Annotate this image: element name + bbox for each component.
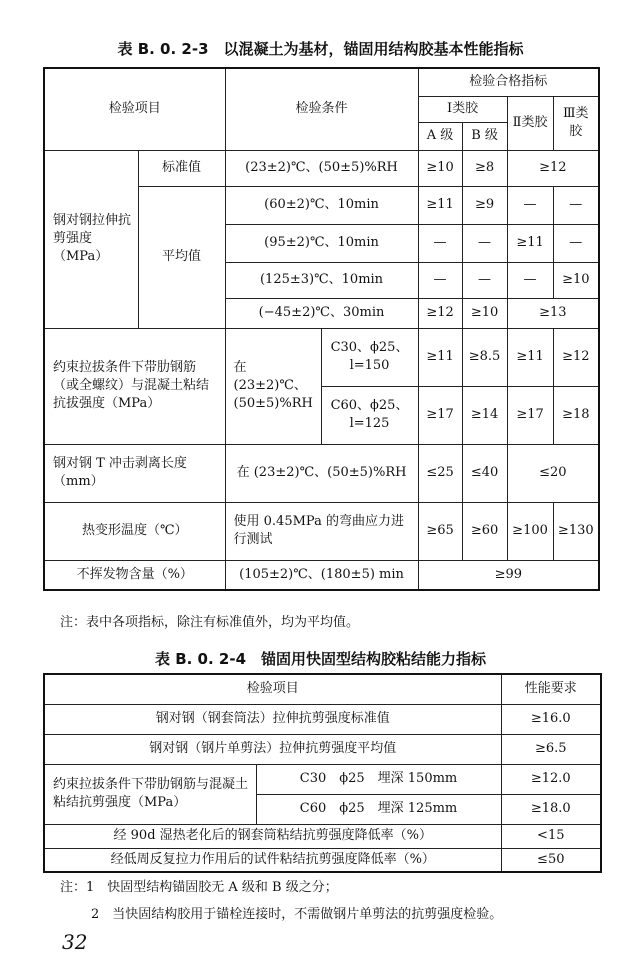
cell-item: 经 90d 湿热老化后的钢套筒粘结抗剪强度降低率（%）	[44, 824, 501, 848]
heat-condition: 使用 0.45MPa 的弯曲应力进行测试	[225, 502, 418, 560]
cell-item: 钢对钢（钢片单剪法）拉伸抗剪强度平均值	[44, 734, 501, 764]
cell-grade-a: ≥12	[418, 298, 462, 328]
cell-grade-a: ≥65	[418, 502, 462, 560]
volatile-value: ≥99	[418, 560, 599, 590]
volatile-label: 不挥发物含量（%）	[44, 560, 225, 590]
table-row	[44, 848, 601, 872]
cell-class2: ≥11	[507, 328, 553, 386]
cell-condition: (23±2)℃、(50±5)%RH	[225, 150, 418, 186]
table-b023	[43, 67, 600, 591]
bond-spec: C30 ϕ25 埋深 150mm	[256, 764, 501, 794]
bond-spec: C60 ϕ25 埋深 125mm	[256, 794, 501, 824]
cell-class3: —	[553, 224, 599, 262]
header-class3: Ⅲ类胶	[553, 96, 599, 150]
cell-condition: (−45±2)℃、30min	[225, 298, 418, 328]
header-requirement: 性能要求	[501, 674, 601, 704]
cell-grade-b: ≥8.5	[462, 328, 507, 386]
header-condition: 检验条件	[225, 68, 418, 150]
cell-class2: ≥11	[507, 224, 553, 262]
cell-condition: (60±2)℃、10min	[225, 186, 418, 224]
table-b024	[43, 673, 602, 873]
shear-label: 钢对钢拉伸抗剪强度（MPa）	[44, 150, 138, 328]
cell-condition: (95±2)℃、10min	[225, 224, 418, 262]
cell-class23: ≤20	[507, 444, 599, 502]
peel-label: 钢对钢 T 冲击剥离长度（mm）	[44, 444, 225, 502]
table-row	[44, 502, 599, 560]
cell-requirement: ≥18.0	[501, 794, 601, 824]
cell-class2: —	[507, 262, 553, 298]
table2-note-1: 注：1 快固型结构锚固胶无 A 级和 B 级之分；	[60, 880, 338, 895]
cell-grade-a: ≥11	[418, 328, 462, 386]
header-pass-criteria: 检验合格指标	[418, 68, 599, 96]
cell-class3: ≥10	[553, 262, 599, 298]
heat-label: 热变形温度（℃）	[44, 502, 225, 560]
cell-requirement: <15	[501, 824, 601, 848]
standard-label: 标准值	[138, 150, 225, 186]
cell-grade-a: ≥17	[418, 386, 462, 444]
table-row	[44, 764, 601, 794]
table-row	[44, 328, 599, 386]
cell-class3: ≥130	[553, 502, 599, 560]
table-row	[44, 560, 599, 590]
bond-spec: C60、ϕ25、l=125	[321, 386, 418, 444]
cell-class2: ≥100	[507, 502, 553, 560]
cell-grade-a: ≥11	[418, 186, 462, 224]
header-grade-b: B 级	[462, 122, 507, 150]
page-number: 32	[62, 930, 88, 954]
cell-grade-b: —	[462, 224, 507, 262]
cell-grade-b: ≥9	[462, 186, 507, 224]
cell-grade-b: —	[462, 262, 507, 298]
cell-class23: ≥13	[507, 298, 599, 328]
table-row	[44, 444, 599, 502]
header-class2: Ⅱ类胶	[507, 96, 553, 150]
bond-condition: 在 (23±2)℃、(50±5)%RH	[225, 328, 321, 444]
table-row	[44, 824, 601, 848]
average-label: 平均值	[138, 186, 225, 328]
cell-class23: ≥12	[507, 150, 599, 186]
cell-class2: ≥17	[507, 386, 553, 444]
header-row	[44, 674, 601, 704]
cell-condition: (125±3)℃、10min	[225, 262, 418, 298]
cell-requirement: ≤50	[501, 848, 601, 872]
header-item: 检验项目	[44, 674, 501, 704]
cell-requirement: ≥6.5	[501, 734, 601, 764]
header-grade-a: A 级	[418, 122, 462, 150]
volatile-condition: (105±2)℃、(180±5) min	[225, 560, 418, 590]
cell-requirement: ≥12.0	[501, 764, 601, 794]
cell-item: 钢对钢（钢套筒法）拉伸抗剪强度标准值	[44, 704, 501, 734]
bond-spec: C30、ϕ25、l=150	[321, 328, 418, 386]
cell-grade-b: ≤40	[462, 444, 507, 502]
bond-label: 约束拉拔条件下带肋钢筋（或全螺纹）与混凝土粘结抗拔强度（MPa）	[44, 328, 225, 444]
cell-grade-a: —	[418, 262, 462, 298]
header-class1: Ⅰ类胶	[418, 96, 507, 122]
cell-class3: ≥18	[553, 386, 599, 444]
bond-label: 约束拉拔条件下带肋钢筋与混凝土粘结抗剪强度（MPa）	[44, 764, 256, 824]
peel-condition: 在 (23±2)℃、(50±5)%RH	[225, 444, 418, 502]
cell-grade-a: ≥10	[418, 150, 462, 186]
cell-class2: —	[507, 186, 553, 224]
cell-class3: —	[553, 186, 599, 224]
cell-grade-a: ≤25	[418, 444, 462, 502]
cell-item: 经低周反复拉力作用后的试件粘结抗剪强度降低率（%）	[44, 848, 501, 872]
cell-grade-b: ≥8	[462, 150, 507, 186]
header-item: 检验项目	[44, 68, 225, 150]
table1-note: 注：表中各项指标，除注有标准值外，均为平均值。	[60, 615, 360, 630]
cell-class3: ≥12	[553, 328, 599, 386]
table-row	[44, 150, 599, 186]
cell-requirement: ≥16.0	[501, 704, 601, 734]
cell-grade-b: ≥60	[462, 502, 507, 560]
table-row	[44, 734, 601, 764]
cell-grade-b: ≥14	[462, 386, 507, 444]
table2-note-2: 2 当快固结构胶用于锚栓连接时，不需做钢片单剪法的抗剪强度检验。	[91, 907, 503, 922]
table2-caption: 表 B. 0. 2-4 锚固用快固型结构胶粘结能力指标	[154, 650, 487, 668]
header-row-1	[44, 68, 599, 96]
table1-caption: 表 B. 0. 2-3 以混凝土为基材，锚固用结构胶基本性能指标	[117, 40, 524, 58]
table-row	[44, 704, 601, 734]
cell-grade-b: ≥10	[462, 298, 507, 328]
cell-grade-a: —	[418, 224, 462, 262]
